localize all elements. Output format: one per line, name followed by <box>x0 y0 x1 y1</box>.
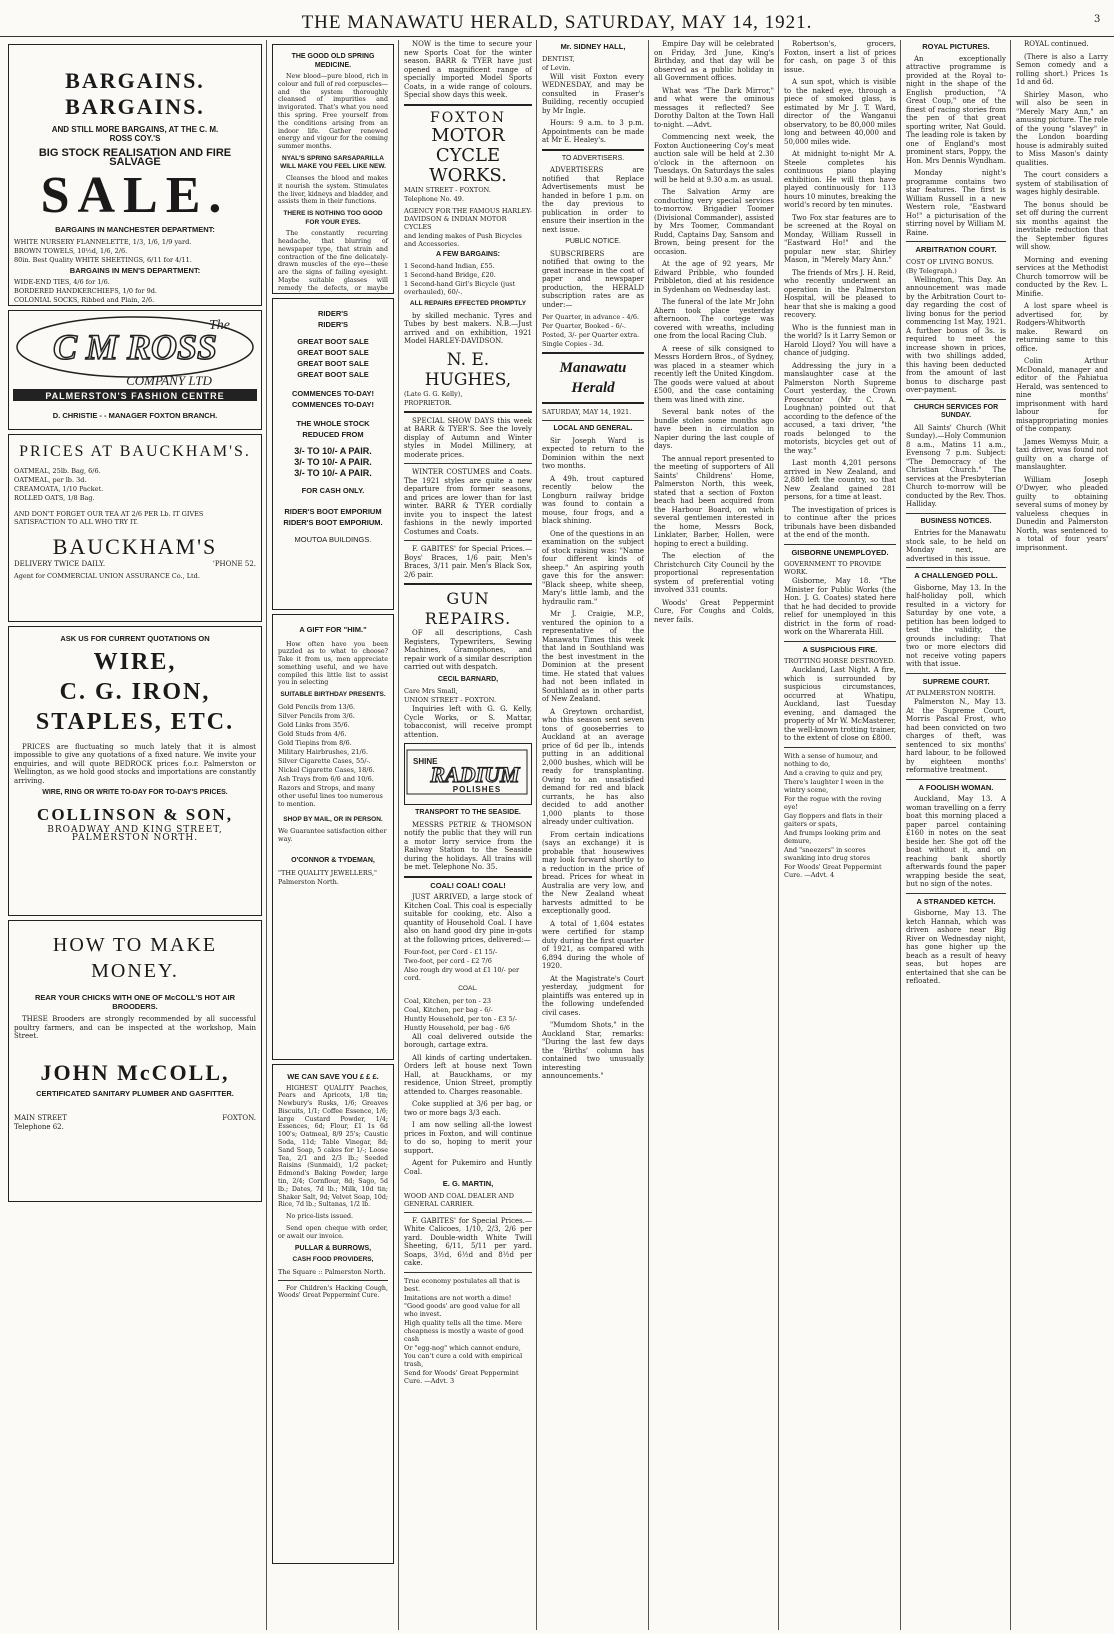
poem-line: Imitations are not worth a dime! "Good goods' are good value for all who invest. <box>404 1293 520 1318</box>
news-paragraph: Sir Joseph Ward is expected to return to the Dominion within the next two months. <box>542 436 644 470</box>
news-paragraph: At the age of 92 years, Mr Edward Pribble, who founded Pribbleton, died at his residence in Sydenham on Wednesday last. <box>654 260 774 294</box>
column-1 <box>4 40 266 1630</box>
nyal-heading: NYAL'S SPRING SARSAPARILLA WILL MAKE YOU FEEL LIKE NEW. <box>280 154 386 171</box>
news-paragraph: Last month 4,201 persons arrived in New Zealand, and 2,880 left the country, so that New Zealand gained 281 persons, for a time at least. <box>784 459 896 501</box>
pullar-advert <box>272 1064 394 1564</box>
news-paragraph: A reese of silk consigned to Messrs Hordern Bros., of Sydney, was placed in a steamer which recently left the United Kingdom. The goods were valued at about £500, and the case containing them was lined with zinc. <box>654 344 774 404</box>
oconnor-advert <box>272 614 394 1060</box>
news-paragraph: A total of 1,604 estates were certified for stamp duty during the first quarter of 1921, as compared with 6,894 during the whole of 1920. <box>542 919 644 970</box>
news-paragraph: James Wemyss Muir, a taxi driver, was found not guilty on a charge of manslaughter. <box>1016 437 1108 471</box>
mccoll-town: FOXTON. <box>222 1114 256 1122</box>
list-item: Coal, Kitchen, per ton - 23 <box>404 996 492 1005</box>
coal-heading: COAL! COAL! COAL! <box>430 880 506 890</box>
mccoll-advert <box>8 920 262 1202</box>
commences-line: COMMENCES TO-DAY! <box>291 400 375 409</box>
news-paragraph: Two Fox star features are to be screened at the Royal on Monday, William Russell in "Eastward Ho!" and the popular new star, Shirley Mason, in "Merely Mary Ann." <box>784 213 896 264</box>
arbitration-text: Wellington, This Day. An announcement was made by the Arbitration Court to-day regarding the cost of living bonus for the period commencing 1st May, 1921. A further bonus of 3s. is required to meet the increase shown in prices, with two shillings added, this having been deducted from the amount of last bonus to discharge past over-payment. <box>906 275 1006 394</box>
business-text: Entries for the Manawatu stock sale, to be held on Monday next, are advertised in this issue. <box>906 529 1006 563</box>
gift-heading: A GIFT FOR "HIM." <box>299 625 367 634</box>
works-address: MAIN STREET - FOXTON. <box>404 185 491 194</box>
list-item: Also rough dry wood at £1 10/- per cord. <box>404 966 520 982</box>
wire-heading: WIRE, <box>93 648 177 675</box>
pullar-address: The Square :: Palmerston North. <box>278 1267 386 1276</box>
save-heading: WE CAN SAVE YOU £ £ £. <box>287 1072 379 1081</box>
moutoa-buildings: MOUTOA BUILDINGS. <box>294 535 372 544</box>
column-rule <box>900 40 901 1630</box>
bauckham-tea: AND DON'T FORGET OUR TEA AT 2/6 PER Lb. IT GIVES SATISFACTION TO ALL WHO TRY IT. <box>14 509 204 526</box>
martin-name: E. G. MARTIN, <box>442 1179 494 1188</box>
list-item <box>14 305 256 306</box>
list-item: CREAMOATA, 1/10 Packet. <box>14 484 104 493</box>
herald-nameplate: Manawatu Herald <box>559 360 627 396</box>
public-notice-text: SUBSCRIBERS are notified that owing to the great increase in the cost of paper and newspaper production, the HERALD subscription rates are as under:— <box>542 249 644 309</box>
list-item: COLONIAL SOCKS, Ribbed and Plain, 2/6. <box>14 296 155 304</box>
poll-text: Gisborne, May 13. In the half-holiday poll, which resulted in a victory for Saturday by one vote, a petition has been lodged to test the validity, the grounds including: That two or more electors did not receive voting papers with that issue. <box>906 583 1006 668</box>
bargains-heading: BARGAINS. <box>65 68 205 93</box>
works-heading: WORKS. <box>429 164 507 186</box>
poem-line: And frumps looking prim and demure, <box>784 828 881 845</box>
list-item: Gold Pencils from 13/6. <box>278 702 356 711</box>
poem-line: Or "egg-nog" which cannot endure, You can't cure a cold with empirical trash, <box>404 1343 523 1368</box>
eyes-text: The constantly recurring headache, that blurring of newspaper type, that strain and contraction of the fine delicately-drawn muscles of the eye—these are the signs of failing eyesight. Maybe suitable glasses will remedy the defects, or maybe <box>278 230 388 292</box>
news-paragraph: (There is also a Larry Semon comedy and a rolling short.) Prices 1s 1d and 6d. <box>1016 52 1108 86</box>
collinson-address-2: PALMERSTON NORTH. <box>71 833 199 843</box>
list-item: 1 Second-hand Indian, £55. <box>404 262 495 270</box>
boot-sale-line: GREAT BOOT SALE <box>297 337 369 346</box>
cash-only: FOR CASH ONLY. <box>301 486 365 495</box>
mccoll-name: JOHN McCOLL, <box>40 1059 230 1085</box>
repairs-text: by skilled mechanic. Tyres and Tubes by best makers. N.B.—Just arrived and on exhibition, 1921 Model HARLEY-DAVIDSON. <box>404 311 532 345</box>
ketch-heading: A STRANDED KETCH. <box>916 896 996 906</box>
royal-heading: ROYAL PICTURES. <box>922 42 990 51</box>
logo-name: C M ROSS <box>52 327 218 367</box>
mccoll-address <box>14 1114 256 1123</box>
dentist-name: Mr. SIDNEY HALL, <box>560 42 626 51</box>
pullar-sub: CASH FOOD PROVIDERS, <box>292 1256 374 1264</box>
money-heading-2: MONEY. <box>91 960 179 982</box>
list-item: Silver Pencils from 3/6. <box>278 711 355 720</box>
barnard-text: Inquiries left with G. G. Kelly, Cycle Works, or S. Mattar, tobacconist, will receive prompt attention. <box>404 705 532 739</box>
list-item: Gold Studs from 4/6. <box>278 729 347 738</box>
list-item: Single Copies - 3d. <box>542 340 604 348</box>
news-paragraph: William Joseph O'Dwyer, who pleaded guilty to obtaining several sums of money by valueless cheques in Dunedin and Palmerston North, was sentenced to a total of four years' imprisonment. <box>1016 475 1108 552</box>
pullar-name: PULLAR & BURROWS, <box>294 1244 372 1252</box>
news-paragraph: Mr J. Craigie, M.P., ventured the opinion to a representative of the Manawatu Times this week that land in Southland was the best investment in the Dominion at the present time. He stated that values had not been inflated in Southland as in other parts of New Zealand. <box>542 610 644 703</box>
list-item: Per Quarter, Booked - 6/-. <box>542 322 627 330</box>
news-paragraph: Empire Day will be celebrated on Friday, 3rd June, King's Birthday, and that day will be observed as a public holiday in all Government offices. <box>654 40 774 82</box>
news-paragraph: Who is the funniest man in the world? Is it Larry Semon or Harold Lloyd? You will have a chance of judging. <box>784 323 896 357</box>
bargains-heading-2: BARGAINS. <box>65 94 205 119</box>
winter-costumes-notice: WINTER COSTUMES and Coats. The 1921 styles are quite a new departure from former seasons, and prices are lower than for last winter. BARR & TYER cordially invite you to inspect the latest fashions in the newly imported Costumes and Coats. <box>404 468 532 536</box>
news-paragraph: The funeral of the late Mr John Ahern took place yesterday afternoon. The cortege was covered with wreaths, including one from the local Racing Club. <box>654 298 774 340</box>
column-5 <box>650 40 778 1630</box>
news-paragraph: What was "The Dark Mirror," and what were the ominous messages it reflected? See Dorothy Dalton at the Town Hall to-night. —Advt. <box>654 86 774 129</box>
logo-place: PALMERSTON'S FASHION CENTRE <box>45 391 225 401</box>
news-paragraph: The investigation of prices is to continue after the prices tribunals have been disbanded at the end of the month. <box>784 505 896 539</box>
business-heading: BUSINESS NOTICES. <box>920 517 992 525</box>
unemployed-heading: GISBORNE UNEMPLOYED. <box>791 547 889 557</box>
barnard-address: UNION STREET - FOXTON. <box>404 696 497 704</box>
bargains-subheading: A FEW BARGAINS: <box>436 250 500 258</box>
list-item: Military Hairbrushes, 21/6. <box>278 747 368 756</box>
poem-line: And a craving to quiz and pry, <box>784 768 883 777</box>
news-paragraph: A 49h. trout captured recently below the Longburn railway bridge was found to contain a mouse, four frogs, and a black shining. <box>542 474 644 525</box>
news-paragraph: "Mumdom Shots," in the Auckland Star, remarks: "During the last few days the 'Births' column has contained two unusually interesting announcements." <box>542 1021 644 1080</box>
sale-heading: BIG STOCK REALISATION AND FIRE SALVAGE <box>38 147 232 168</box>
mccoll-phone: Telephone 62. <box>14 1122 64 1131</box>
branch-manager: D. CHRISTIE - - MANAGER FOXTON BRANCH. <box>52 411 218 420</box>
news-paragraph: A lost spare wheel is advertised for, by Rodgers-Whitworth make. Reward on returning same to this office. <box>1016 302 1108 353</box>
bauckham-contact <box>14 560 256 569</box>
logo-the: The <box>209 318 230 333</box>
column-rule <box>1010 40 1011 1630</box>
money-sub: REAR YOUR CHICKS WITH ONE OF McCOLL'S HOT AIR BROODERS. <box>34 993 236 1011</box>
list-item: ROLLED OATS, 1/8 Bag. <box>14 493 95 502</box>
bauckham-name: BAUCKHAM'S <box>52 533 218 559</box>
mens-heading: BARGAINS IN MEN'S DEPARTMENT: <box>69 265 201 275</box>
news-paragraph: The annual report presented to the meeting of supporters of All Saints' Childrens' Home, Palmerston North, this week, stated that a section of Foxton beach had been acquired from the Harbour Board, on which several gentlemen interested in the home, Messrs Bock, Linklater, Barber, Hollen, were hoping to erect a building. <box>654 454 774 548</box>
radium-shine: SHINE <box>413 757 438 766</box>
local-general-heading: LOCAL AND GENERAL. <box>553 425 633 432</box>
hughes-name: N. E. HUGHES, <box>424 349 512 390</box>
news-paragraph: The bonus should be set off during the current six months against the inevitable reduction that the September figures will show. <box>1016 200 1108 251</box>
motor-heading: MOTOR CYCLE <box>431 124 505 166</box>
agency-text: AGENCY FOR THE FAMOUS HARLEY-DAVIDSON & INDIAN MOTOR CYCLES <box>404 206 532 231</box>
sports-coats-notice: NOW is the time to secure your new Sports Coat for the winter season. BARR & TYER have just opened a magnificent range of specially imported Model Sports Coats, in a wide range of colours. Special show days this week. <box>404 40 532 99</box>
emporium-line: RIDER'S BOOT EMPORIUM. <box>283 518 383 527</box>
oconnor-place: Palmerston North. <box>278 877 339 886</box>
news-paragraph: Shirley Mason, who will also be seen in "Merely Mary Ann," an amusing picture. The role of the young "slavey" in the London boarding house is admirably suited to Miss Mason's dainty qualities. <box>1016 90 1108 167</box>
news-paragraph: ROYAL continued. <box>1024 40 1089 48</box>
page-number: 3 <box>1094 14 1101 25</box>
price-line: 3/- TO 10/- A PAIR. <box>294 457 372 467</box>
list-item: 1 Second-hand Girl's Bicycle (just overhauled), 60/-. <box>404 280 516 296</box>
special-show-notice: SPECIAL SHOW DAYS this week at BARR & TYER'S. See the lovely display of Autumn and Winter styles in Model Millinery, at moderate prices. <box>404 416 532 459</box>
list-item: Gold Links from 35/6. <box>278 720 350 729</box>
works-telephone: Telephone No. 49. <box>404 194 464 203</box>
wire-text: PRICES are fluctuating so much lately that it is almost impossible to give any quotations of a fixed nature. We invite your enquiries, and will quote BEDROCK prices f.o.r. Palmerston or Wellington, as we hold good stocks and importations are constantly arriving. <box>14 742 256 785</box>
ross-logo <box>8 310 262 430</box>
save-send: Send open cheque with order, or await our invoice. <box>278 1225 388 1240</box>
public-notice-heading: PUBLIC NOTICE. <box>565 238 621 245</box>
list-item: 80in. Best Quality WHITE SHEETINGS, 6/11 for 4/11. <box>14 255 192 264</box>
wire-ask: ASK US FOR CURRENT QUOTATIONS ON <box>60 634 210 643</box>
hughes-sub: (Late G. G. Kelly), <box>404 389 463 398</box>
ross-logo-graphic <box>9 311 261 401</box>
barnard-sub: Care Mrs Small, <box>404 687 458 695</box>
spring-text: New blood—pure blood, rich in colour and full of red corpuscles—and the system thoroughly cleansed of impurities and invigorated. That's what you need this spring. Free yourself from the conditions arising from an indoor life. Gather renewed energy and vigour for the coming summer months. <box>278 73 388 151</box>
news-paragraph: One of the questions in an examination on the subject of stock raising was: "Name four different kinds of sheep." An aspiring youth gave this for the answer: "Black sheep, white sheep, Mary's little lamb, and the hydraulic ram." <box>542 529 644 606</box>
news-paragraph: At midnight to-night Mr A. Steele completes his continuous piano playing exhibition. He will then have played continuously for 113 hours 10 minutes, breaking the world's record by ten minutes. <box>784 150 896 209</box>
supreme-text: Palmerston N., May 13. At the Supreme Court, Morris Pascal Frost, who had been convicted on two charges of theft, was sentenced to six months' hard labour, to be followed by eighteen months' reformative treatment. <box>906 698 1006 774</box>
column-2 <box>268 40 398 1630</box>
list-item: OATMEAL, 25lb. Bag, 6/6. <box>14 466 101 475</box>
collinson-address-1: BROADWAY AND KING STREET, <box>47 824 223 835</box>
list-item: Silver Cigarette Cases, 55/-. <box>278 756 371 765</box>
poll-heading: A CHALLENGED POLL. <box>914 571 998 580</box>
royal-text: An exceptionally attractive programme is provided at the Royal to-night in the shape of the English production, "A Great Coup," one of the finest of racing stories from the pen of that great sporting writer, Nat Gould. The leading role is taken by one of England's most prominent stars, Poppy, the Hon. Mrs Dennis Wyndham. <box>906 54 1006 165</box>
list-item: Posted, 3/- per Quarter extra. <box>542 331 640 339</box>
news-paragraph: Colin Arthur McDonald, manager and editor of the Pahiatua Herald, was sentenced to nine months' imprisonment with hard labour for misappropriating monies of the company. <box>1016 357 1108 433</box>
gift-sub: SUITABLE BIRTHDAY PRESENTS. <box>280 691 386 699</box>
commences-line: COMMENCES TO-DAY! <box>291 389 375 398</box>
list-item: Gold Tiepins from 8/6. <box>278 738 352 747</box>
carting-text: All kinds of carting undertaken. Orders left at house next Town Hall, at Bauckhams, or my residence, Union Street, promptly attended to. Charges reasonable. <box>404 1053 532 1096</box>
transport-text: MESSRS PETRIE & THOMSON notify the public that they will run a motor lorry service from the Railway Station to the Seaside during the holidays. All trains will be met. Telephone No. 35. <box>404 820 532 871</box>
list-item: Razors and Strops, and many other useful lines too numerous to mention. <box>278 783 383 808</box>
column-4 <box>538 40 648 1630</box>
coal-note: All coal delivered outside the borough, cartage extra. <box>404 1032 532 1049</box>
save-note: No price-lists issued. <box>286 1213 354 1221</box>
dentist-place: of Levin. <box>542 63 571 72</box>
foxton-heading: FOXTON <box>430 109 506 126</box>
issue-date: SATURDAY, MAY 14, 1921. <box>542 408 632 416</box>
royal-text-2: Monday night's programme contains two star features. The first is William Russell in a new Western role, "Eastward Ho!" a picturisation of the stirring novel by William M. Raine. <box>906 169 1006 237</box>
pullar-footer: For Children's Hacking Cough, Woods' Great Peppermint Cure. <box>278 1284 388 1300</box>
agent-text: Agent for Pukemiro and Huntly Coal. <box>404 1159 532 1176</box>
list-item: Nickel Cigarette Cases, 18/6. <box>278 765 375 774</box>
news-paragraph: The court considers a system of stabilisation of wages highly desirable. <box>1016 171 1108 196</box>
unemployed-text: Gisborne, May 18. "The Minister for Public Works (the Hon. J. G. Coates) stated here that he had decided to provide relief for unemployed in this district in the form of road-work on the Wharerata Hill. <box>784 577 896 636</box>
masthead-title: THE MANAWATU HERALD, SATURDAY, MAY 14, 1921. <box>301 12 813 33</box>
spring-heading: THE GOOD OLD SPRING MEDICINE. <box>291 53 375 69</box>
unemployed-sub: GOVERNMENT TO PROVIDE WORK. <box>784 560 882 576</box>
poem-line: High quality tells all the time. Mere cheapness is mostly a waste of good cash <box>404 1318 524 1343</box>
rider-advert <box>272 298 394 610</box>
column-7 <box>902 40 1010 1630</box>
coal-sub: COAL. <box>458 985 478 992</box>
news-paragraph: Commencing next week, the Foxton Auctioneering Coy's meat auction sale will be held at 2.30 o'clock in the afternoon on Tuesdays. On Saturdays the sales will be held at 9.30 a.m. as usual. <box>654 133 774 184</box>
price-line: 3/- TO 10/- A PAIR. <box>294 446 372 456</box>
gift-text: How often have you been puzzled as to what to choose? Take it from us, men appreciate something useful, and we have compiled this little list to assist you in selecting <box>278 640 388 687</box>
news-paragraph: The friends of Mrs J. H. Reid, who recently underwent an operation in the Palmerston Hospital, will be pleased to hear that she is making a good recovery. <box>784 268 896 319</box>
fire-heading: A SUSPICIOUS FIRE. <box>802 644 878 654</box>
arbitration-heading: ARBITRATION COURT. <box>915 245 997 254</box>
church-heading: CHURCH SERVICES FOR SUNDAY. <box>913 403 999 419</box>
mccoll-sub: CERTIFICATED SANITARY PLUMBER AND GASFITTER. <box>36 1088 234 1098</box>
staples-heading: STAPLES, ETC. <box>35 708 235 735</box>
cheap-text: I am now selling all-the lowest prices in Foxton, and will continue to do so, hoping to merit your support. <box>404 1121 532 1155</box>
iron-heading: C. G. IRON, <box>59 678 211 705</box>
boot-sale-line: GREAT BOOT SALE <box>297 348 369 357</box>
collinson-name: COLLINSON & SON, <box>37 804 233 824</box>
bauckham-agent: Agent for COMMERCIAL UNION ASSURANCE Co., Ltd. <box>14 572 200 580</box>
column-rule <box>536 40 537 1630</box>
coal-text: JUST ARRIVED, a large stock of Kitchen Coal. This coal is especially suitable for cooking, etc. Also a quantity of Household Coal. I have also on hand good dry pine in-gots at the following prices, delivered:— <box>404 893 532 944</box>
oconnor-name: O'CONNOR & TYDEMAN, <box>291 857 375 865</box>
list-item: WIDE-END TIES, 4/6 for 1/6. <box>14 278 110 286</box>
column-rule <box>778 40 779 1630</box>
poem-line: With a sense of humour, and nothing to do, <box>784 751 878 768</box>
agency-sub: and lending makes of Push Bicycles and Accessories. <box>404 231 522 248</box>
news-paragraph: Several bank notes of the bundle stolen some months ago have been in circulation in Napier during the last couple of days. <box>654 408 774 450</box>
poem-line: Gay floppers and flats in their gaiters or spats, <box>784 811 883 828</box>
gabites-notice-2: F. GABITES' for Special Prices.—White Calicoes, 1/10, 2/3, 2/6 per yard. Double-width White Twill Sheeting, 6/11, 5/11 per yard. Soaps, 3½d, 6½d and 8½d per cake. <box>404 1216 532 1267</box>
arbitration-sub: COST OF LIVING BONUS. <box>906 257 994 266</box>
list-item: Huntly Household, per ton - £3 5/- <box>404 1014 517 1023</box>
advertisers-heading: TO ADVERTISERS. <box>561 154 625 162</box>
list-item: Four-foot, per Cord - £1 15/- <box>404 948 498 956</box>
column-6 <box>780 40 900 1630</box>
emporium-line: RIDER'S BOOT EMPORIUM <box>284 507 382 516</box>
bauckham-phone: 'PHONE 52. <box>212 559 256 568</box>
column-3 <box>400 40 536 1630</box>
list-item: Coal, Kitchen, per bag - 6/- <box>404 1005 493 1014</box>
list-item: Two-foot, per cord - £2 7/6 <box>404 957 492 965</box>
nyal-text: Cleanses the blood and makes it nourish the system. Stimulates the liver, kidneys and bladder, and assists them in their functions. <box>278 174 388 206</box>
news-paragraph: At the Magistrate's Court yesterday, judgment for plaintiffs was entered up in the following undefended civil cases. <box>542 974 644 1017</box>
news-paragraph: The election of the Christchurch City Council by the proportional representation system of preferential voting involved 331 counts. <box>654 552 774 594</box>
column-rule <box>648 40 649 1630</box>
supreme-sub: AT PALMERSTON NORTH. <box>906 689 996 697</box>
sale-banner: SALE. <box>40 167 230 224</box>
wire-ring: WIRE, RING OR WRITE TO-DAY FOR TO-DAY'S PRICES. <box>42 789 228 796</box>
news-paragraph: From certain indications (says an exchange) it is probable that housewives may look forward shortly to a reduction in the price of bread. Prices for wheat in Australia are very low, and the New Zealand wheat harvests admitted to be exceptionally good. <box>542 830 644 915</box>
money-text: THESE Brooders are strongly recommended by all successful poultry farmers, and can be inspected at the workshop, Main Street. <box>14 1015 256 1040</box>
masthead <box>0 0 1114 37</box>
oconnor-sub: "THE QUALITY JEWELLERS," <box>278 868 378 877</box>
boot-sale-line: GREAT BOOT SALE <box>297 370 369 379</box>
manchester-heading: BARGAINS IN MANCHESTER DEPARTMENT: <box>55 225 215 234</box>
collinson-advert <box>8 626 262 916</box>
list-item: Ash Trays from 6/6 and 10/6. <box>278 774 374 783</box>
column-rule <box>398 40 399 1630</box>
price-line: 3/- TO 10/- A PAIR. <box>294 468 372 478</box>
poem-line: For Woods' Great Peppermint Cure. —Advt. 4 <box>784 862 882 879</box>
radium-polishes: POLISHES <box>452 785 502 794</box>
martin-sub: WOOD AND COAL DEALER AND GENERAL CARRIER. <box>404 1191 514 1208</box>
dentist-hours: Hours: 9 a.m. to 3 p.m. Appointments can be made at Mr E. Healey's. <box>542 119 644 144</box>
news-paragraph: Robertson's, grocers, Foxton, insert a list of prices for cash, on page 3 of this issue. <box>784 40 896 74</box>
poem-line: There's laughter I ween in the wintry scene, <box>784 777 884 794</box>
gift-mail: SHOP BY MAIL, OR IN PERSON. <box>283 815 383 823</box>
fire-text: Auckland, Last Night. A fire, which is surrounded by suspicious circumstances, occurred at Whatipu, Auckland, last Tuesday evening, and damaged the property of Mr W. McMasterer, the well-known trotting trainer, to the extent of close on £800. <box>784 666 896 742</box>
list-item: Huntly Household, per bag - 6/6 <box>404 1023 511 1032</box>
repairs-heading: ALL REPAIRS EFFECTED PROMPTLY <box>409 300 527 307</box>
list-item: BORDERED HANDKERCHIEFS, 1/0 for 9d. <box>14 287 157 295</box>
ketch-text: Gisborne, May 13. The ketch Hannah, which was driven ashore near Big River on Wednesday night, has gone higher up the beach as a result of heavy seas, but hopes are entertained that she can be refloated. <box>906 909 1006 985</box>
poem-line: True economy postulates all that is best. <box>404 1276 520 1293</box>
dentist-text: Will visit Foxton every WEDNESDAY, and may be consulted in Fraser's Building, recently occupied by Mr Ingle. <box>542 72 644 115</box>
eyes-heading: THERE IS NOTHING TOO GOOD FOR YOUR EYES. <box>283 210 383 226</box>
transport-heading: TRANSPORT TO THE SEASIDE. <box>415 809 521 816</box>
healey-advert <box>272 44 394 294</box>
bauckham-heading: PRICES AT BAUCKHAM'S. <box>19 443 251 460</box>
news-paragraph: Woods' Great Peppermint Cure, For Coughs and Colds, never fails. <box>654 598 774 624</box>
whole-stock: THE WHOLE STOCK REDUCED FROM <box>296 419 370 439</box>
ross-intro: AND STILL MORE BARGAINS, AT THE C. M. ROSS COY.'S <box>51 125 219 143</box>
dentist-title: DENTIST, <box>542 54 575 63</box>
woman-heading: A FOOLISH WOMAN. <box>918 782 994 792</box>
list-item: OATMEAL, per lb. 3d. <box>14 475 87 484</box>
column-8 <box>1012 40 1112 1630</box>
coke-text: Coke supplied at 3/6 per bag, or two or more bags 3/3 each. <box>404 1100 532 1117</box>
gun-repairs-heading: GUN REPAIRS. <box>424 589 512 628</box>
news-paragraph: A Greytown orchardist, who this season sent seven tons of gooseberries to Auckland at an average price of 6d per lb., intends putting in an additional 2,000 bushes, which will be ready for transplanting. Owing to an unsatisfied demand for red and black currants, he has also decided to add another 1,000 plants to those already under cultivation. <box>542 707 644 826</box>
column-rule <box>266 40 267 1630</box>
barnard-name: CECIL BARNARD, <box>437 675 499 683</box>
gabites-notice: F. GABITES' for Special Prices.—Boys' Braces, 1/6 pair, Men's Braces, 3/11 pair. Men's Black Sox, 2/6 pair. <box>404 545 532 579</box>
arbitration-telegraph: (By Telegraph.) <box>906 266 957 275</box>
boot-sale-line: GREAT BOOT SALE <box>297 359 369 368</box>
fire-sub: TROTTING HORSE DESTROYED. <box>784 657 896 665</box>
ross-sale-advert <box>8 44 262 306</box>
list-item: BROWN TOWELS, 10½d, 1/6, 2/6. <box>14 246 128 255</box>
supreme-heading: SUPREME COURT. <box>922 676 990 686</box>
news-paragraph: Addressing the jury in a manslaughter case at the Palmerston North Supreme Court yesterday, the Crown Prosecutor (Mr C. A. Loughnan) pointed out that according to the defence of the accused, a taxi driver, "the roads belonged to the motorists, bicycles get out of the way." <box>784 361 896 455</box>
rider-heading: RIDER'S <box>317 309 349 318</box>
news-paragraph: Morning and evening services at the Methodist Church tomorrow will be conducted by the Rev. L. Minifie. <box>1016 255 1108 298</box>
rider-heading-2: RIDER'S <box>317 320 349 329</box>
poem-line: For the rogue with the roving eye! <box>784 794 882 811</box>
poem-line: Send for Woods' Great Peppermint Cure. —Advt. 3 <box>404 1368 519 1385</box>
bauckham-advert <box>8 434 262 622</box>
gift-guarantee: We Guarantee satisfaction either way. <box>278 827 387 844</box>
mccoll-street: MAIN STREET <box>14 1114 67 1122</box>
list-item: Per Quarter, in advance - 4/6. <box>542 313 640 321</box>
woman-text: Auckland, May 13. A woman travelling on a ferry boat this morning placed a paper parcel containing £160 in notes on the seat beside her. She got off the boat without it, and on reaching bank shortly afterwards found the paper wrapping beside the seat, but no sign of the notes. <box>906 795 1006 888</box>
list-item: 1 Second-hand Bridge, £20. <box>404 271 496 279</box>
save-text: HIGHEST QUALITY Peaches, Pears and Apricots, 1/8 tin; Newbury's Rusks, 1/6; Greaves Biscuits, 1/1; Coffee Essence, 1/6; large Custard Powder, 1/4; Essences, 6d; Flour, £1 1s 6d 100's; Oatmeal, 8/9 25's; Caustic Soda, 11d; Table Vinegar, 8d; Sand Soap, 5 cakes for 1/-; Loose Tea, 2/1 and 2/3 lb.; Seeded Raisins (Sunmaid), 1/2 packet; Edmond's Baking Powder, large tin, 2/4; Cornflour, 8d; Sago, 5d lb.; Dates, 7d lb.; Milk, 10d tin; Shaker Salt, 9d; Velvet Soap, 10d; Rice, 7d lb.; Sultanas, 1/2 lb. <box>278 1084 388 1209</box>
radium-polish-advert <box>404 743 532 805</box>
radium-brand: RADIUM <box>430 762 520 787</box>
news-paragraph: A sun spot, which is visible to the naked eye, through a piece of smoked glass, is estimated by Mr J. T. Ward, director of the Wanganui observatory, to be 80,000 miles long and between 40,000 and 50,000 miles wide. <box>784 78 896 146</box>
bauckham-delivery: DELIVERY TWICE DAILY. <box>14 559 106 568</box>
gun-repairs-text: OF all descriptions, Cash Registers, Typewriters, Sewing Machines, Gramophones, and repair work of a similar description carried out with despatch. <box>404 629 532 671</box>
radium-logo <box>405 744 529 802</box>
money-heading-1: HOW TO MAKE <box>52 934 218 956</box>
church-text: All Saints' Church (Whit Sunday).—Holy Communion 8 a.m., Matins 11 a.m., Evensong 7 p.m. Subject: "The Democracy of the Christian Church." The services at the Presbyterian Church to-morrow will be conducted by the Rev. Thos. Halliday. <box>906 423 1006 508</box>
advertisers-text: ADVERTISERS are notified that Replace Advertisements must be handed in before 1 p.m. on the day previous to publication in order to ensure their insertion in the next issue. <box>542 166 644 234</box>
news-paragraph: The Salvation Army are conducting very special services to-morrow. Brigadier Toomer (Divisional Commander), assisted by Mrs Toomer, Commandant Rudd, Captains Day, Sansom and Brown, being present for the occasion. <box>654 188 774 256</box>
list-item: WHITE NURSERY FLANNELETTE, 1/3, 1/6, 1/9 yard. <box>14 237 192 246</box>
hughes-proprietor: PROPRIETOR. <box>404 398 452 407</box>
logo-company: COMPANY LTD <box>126 373 212 388</box>
poem-line: And "sneezers" in scores swanking into drug stores <box>784 845 871 862</box>
